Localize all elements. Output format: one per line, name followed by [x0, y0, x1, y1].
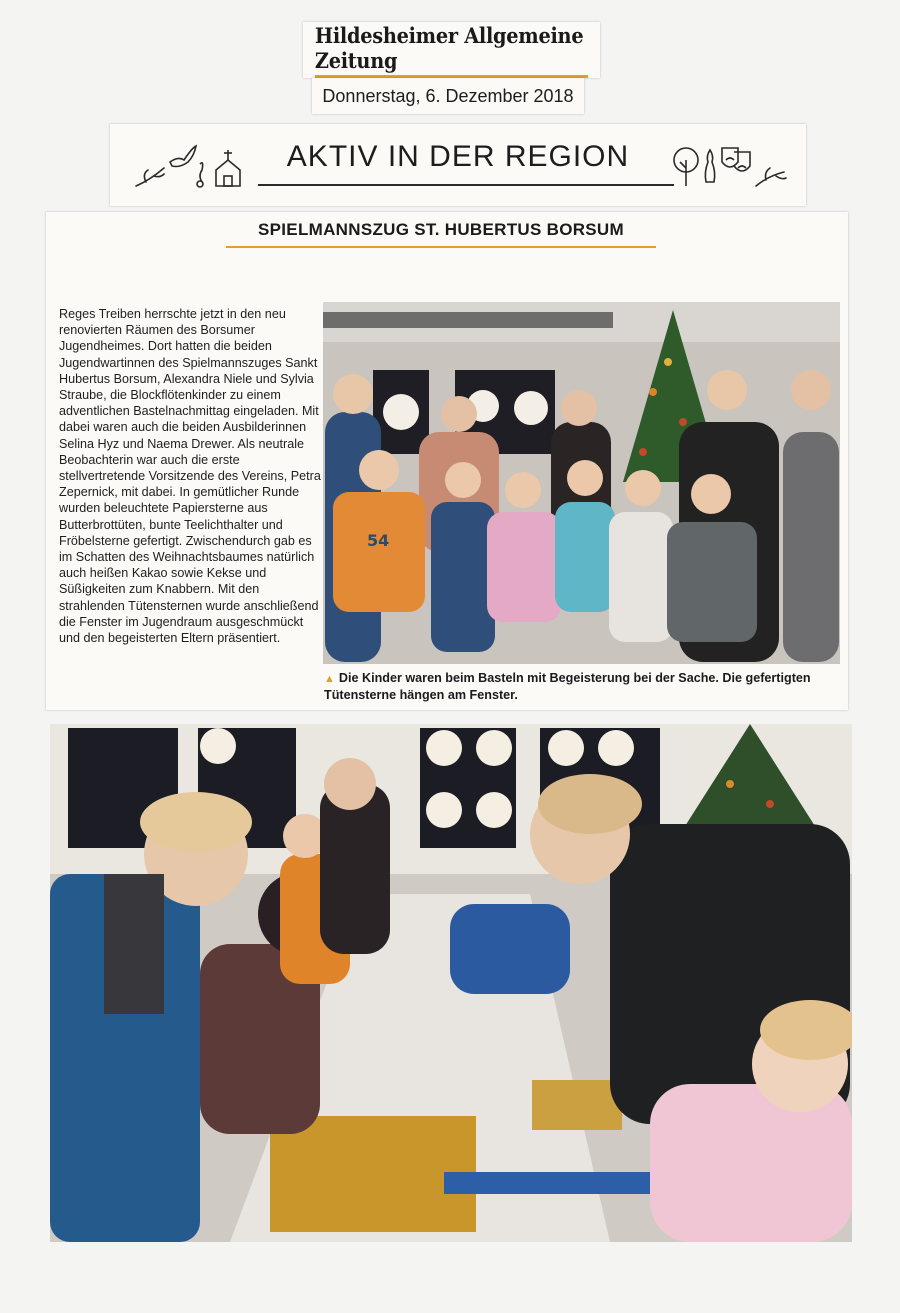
section-banner	[110, 124, 806, 206]
bowling-pin-icon	[705, 150, 714, 182]
article-body: Reges Treiben herrschte jetzt in den neu renovierten Räumen des Borsumer Jugendheimes. Dort hatten die beiden Jugendwartinnen des Spielmannszuges Sankt Hubertus Borsum, Alexandra Niele und Sylvia Straube, die Blockflötenkinder zu einem adventlichen Bastelnachmittag eingeladen. Mit dabei waren auch die beiden Ausbilderinnen Selina Hyz und Naema Drewer. Als neutrale Beobachterin war auch die erste stellvertretende Vorsitzende des Vereins, Petra Zepernick, mit dabei. In gemütlicher Runde wurden beleuchtete Papiersterne aus Butterbrottüten, bunte Teelichthalter und Fröbelsterne gefertigt. Zwischendurch gab es im Schatten des Weihnachtsbaumes natürlich auch heißen Kakao sowie Kekse und Süßigkeiten zum Knabbern. Mit den strahlenden Tütensternen wurde anschließend die Fenster im Jugendraum ausgeschmückt und den begeisterten Eltern präsentiert.	[59, 307, 321, 646]
article-clipping	[46, 212, 848, 710]
date-clipping	[312, 78, 584, 114]
caption-triangle-icon: ▲	[324, 673, 335, 685]
tree-icon	[674, 148, 698, 186]
caption-text: Die Kinder waren beim Basteln mit Begeisterung bei der Sache. Die gefertigten Tütensterne hängen am Fenster.	[324, 671, 811, 702]
section-rule	[258, 184, 674, 186]
branch-icon	[756, 168, 786, 186]
article-headline: SPIELMANNSZUG ST. HUBERTUS BORSUM	[226, 220, 656, 248]
crafting-photo	[50, 724, 852, 1242]
theater-masks-icon	[722, 148, 750, 171]
group-photo	[323, 302, 840, 664]
newspaper-name: Hildesheimer Allgemeine Zeitung	[315, 23, 588, 78]
shirt-number: 54	[367, 531, 390, 550]
photo-caption	[324, 670, 836, 703]
banner-icons-right	[672, 142, 788, 192]
publication-date: Donnerstag, 6. Dezember 2018	[322, 85, 574, 106]
masthead-clipping	[303, 22, 600, 78]
section-title: AKTIV IN DER REGION	[286, 140, 630, 173]
